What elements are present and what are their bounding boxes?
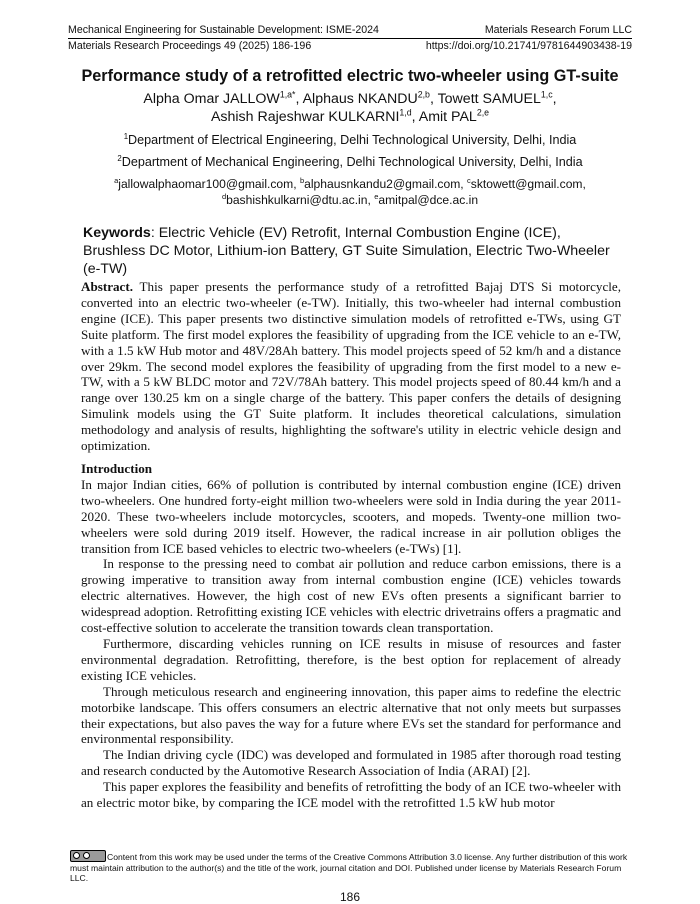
- publisher-name: Materials Research Forum LLC: [484, 24, 632, 36]
- proceedings-info: Materials Research Proceedings 49 (2025) 186-196: [68, 40, 312, 52]
- keywords-label: Keywords: [83, 225, 151, 241]
- conference-name: Mechanical Engineering for Sustainable Development: ISME-2024: [68, 24, 379, 36]
- author: Amit PAL$^{2,e}$: [418, 107, 490, 125]
- abstract: [81, 279, 621, 454]
- author-emails: $^a$jallowalphaomar100@gmail.com, $^b$alphausnkandu2@gmail.com, $^c$sktowett@gmail.com, $^d$bashishkulkarni@dtu.ac.in, $^e$amitpal@dce.ac.in: [114, 175, 586, 207]
- license-note: [70, 850, 632, 884]
- affiliation-2: $^2$Department of Mechanical Engineering, Delhi Technological University, Delhi, India: [117, 153, 583, 169]
- author: Alphaus NKANDU$^{2,b}$,: [302, 89, 438, 107]
- header-rule: [68, 38, 632, 39]
- page-number: 186: [339, 890, 361, 904]
- email[interactable]: $^c$sktowett@gmail.com: [467, 175, 583, 191]
- email[interactable]: $^a$jallowalphaomar100@gmail.com: [114, 175, 294, 191]
- author: Towett SAMUEL$^{1,c}$,: [437, 89, 557, 107]
- paragraph: In major Indian cities, 66% of pollution is contributed by internal combustion engine (ICE) driven two-wheelers. One hundred forty-eight million two-wheelers were sold in India during the year 2011-2020. These two-wheelers include motorcycles, scooters, and mopeds. Twenty-one million two-wheelers were sold during 2019 itself. However, the radical increase in air pollution obliges the transition from ICE based vehicles to electric two-wheelers (e-TWs) [1].: [81, 476, 621, 556]
- introduction-section: [81, 461, 621, 811]
- abstract-label: Abstract.: [81, 279, 133, 294]
- email[interactable]: $^e$amitpal@dce.ac.in: [374, 191, 479, 207]
- doi-link[interactable]: https://doi.org/10.21741/9781644903438-19: [425, 40, 632, 52]
- abstract-text: This paper presents the performance study of a retrofitted Bajaj DTS Si motorcycle, converted into an electric two-wheeler (e-TW). Initially, this two-wheeler had internal combustion engine (ICE). This paper presents two distinctive simulation models of retrofitted e-TWs, using GT Suite platform. The first model explores the feasibility of upgrading from the ICE vehicle to an e-TW, with a 1.5 kW Hub motor and 48V/28Ah battery. This model projects speed of 52 km/h and a distance over 29km. The second model explores the feasibility of upgrading from the first model to a new e-TW, with a 5 kW BLDC motor and 72V/78Ah battery. This model projects speed of 80.44 km/h and a range over 130.25 km on a single charge of the battery. This paper confers the details of designing Simulink models using the GT Suite platform. It includes theoretical calculations, simulation methodology and analysis of results, highlighting the software's utility in electric vehicle design and optimization.: [81, 279, 621, 454]
- paragraph: The Indian driving cycle (IDC) was developed and formulated in 1985 after thorough road testing and research conducted by the Automotive Research Association of India (ARAI) [2].: [81, 747, 621, 779]
- keywords-text: : Electric Vehicle (EV) Retrofit, Internal Combustion Engine (ICE), Brushless DC Motor, Lithium-ion Battery, GT Suite Simulation, Electric Two-Wheeler (e-TW): [83, 225, 610, 277]
- paper-title: Performance study of a retrofitted electric two-wheeler using GT-suite: [81, 67, 619, 85]
- email[interactable]: $^b$alphausnkandu2@gmail.com: [299, 175, 461, 191]
- creative-commons-icon: [70, 850, 106, 862]
- section-heading: Introduction: [81, 461, 153, 476]
- keywords: [83, 224, 619, 278]
- author: Ashish Rajeshwar KULKARNI$^{1,d}$,: [210, 107, 419, 125]
- license-text: Content from this work may be used under the terms of the Creative Commons Attribution 3.0 license. Any further distribution of this work must maintain attribution to the author(s) and the title of the work, journal citation and DOI. Published under license by Materials Research Forum LLC.: [70, 852, 628, 884]
- paragraph: Furthermore, discarding vehicles running on ICE results in misuse of resources and faster environmental degradation. Retrofitting, therefore, is the best option for replacement of already existing ICE vehicles.: [81, 635, 621, 683]
- affiliation-1: $^1$Department of Electrical Engineering, Delhi Technological University, Delhi, India: [123, 131, 577, 147]
- paragraph: This paper explores the feasibility and benefits of retrofitting the body of an ICE two-wheeler with an electric motor bike, by comparing the ICE model with the retrofitted 1.5 kW hub motor: [81, 779, 621, 811]
- author-list: [80, 90, 620, 126]
- author: Alpha Omar $JALLOW^{1,a*}$,: [143, 89, 303, 107]
- paragraph: Through meticulous research and engineering innovation, this paper aims to redefine the electric motorbike landscape. This offers consumers an electric alternative that not only meets but surpasses their expectations, but also paves the way for a future where EVs set the standard for performance and environmental responsibility.: [81, 683, 621, 747]
- paragraph: In response to the pressing need to combat air pollution and reduce carbon emissions, there is a growing imperative to transition away from internal combustion engine (ICE) vehicles towards electric alternatives. However, the high cost of new EVs often presents a significant barrier to widespread adoption. Retrofitting existing ICE vehicles with electric drivetrains offers a pragmatic and cost-effective solution to accelerate the transition towards clean transportation.: [81, 556, 621, 636]
- email[interactable]: $^d$bashishkulkarni@dtu.ac.in: [221, 191, 368, 207]
